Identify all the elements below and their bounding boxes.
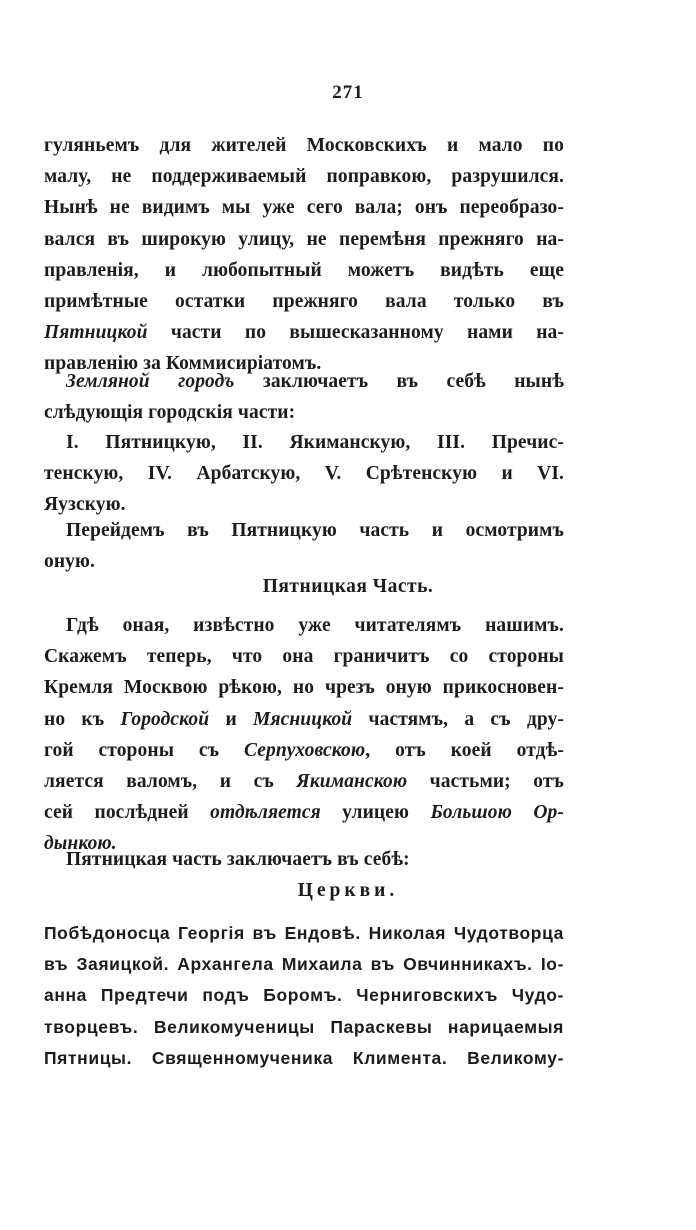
text-run: и [209, 708, 254, 730]
text-line: творцевъ. Великомученицы Параскевы нарицаемыя [44, 1016, 564, 1037]
text-run: части по вышесказанному нами на- [147, 322, 564, 344]
text-line: Яузскую. [44, 494, 126, 516]
italic-text: отдѣляется [210, 802, 321, 824]
paragraph-zemlyanoy-gorod [44, 366, 564, 428]
text-line: I. Пятницкую, II. Якиманскую, III. Пречис- [66, 432, 564, 453]
text-line [44, 797, 564, 828]
text-run: но къ [44, 708, 121, 730]
paragraph-boundaries [44, 610, 564, 860]
text-run: сей послѣдней [44, 802, 211, 824]
text-run: заключаетъ въ себѣ нынѣ [234, 371, 564, 392]
italic-text: дынкою. [44, 833, 117, 855]
paragraph-earthen-rampart [44, 130, 564, 380]
italic-text: Серпуховскою [244, 739, 366, 761]
text-line: гуляньемъ для жителей Московскихъ и мало по [44, 135, 564, 156]
italic-text: Мясницкой [253, 708, 353, 730]
page-number: 271 [332, 82, 364, 103]
section-heading-churches: Церкви. [297, 880, 399, 901]
text-line: Нынѣ не видимъ мы уже сего вала; онъ переобразо- [44, 197, 564, 219]
paragraph-contains [44, 844, 564, 875]
italic-text: Большою Ор- [430, 802, 564, 824]
italic-text: Городской [120, 708, 210, 730]
text-line [44, 317, 564, 348]
text-line [44, 704, 564, 735]
text-line: Побѣдоносца Георгія въ Ендовѣ. Николая Чудотворца [44, 923, 564, 943]
text-line: малу, не поддерживаемый поправкою, разрушился. [44, 166, 564, 188]
text-run: ляется валомъ, и съ [44, 770, 297, 792]
text-line: правленія, и любопытный можетъ видѣть еще [44, 259, 564, 281]
text-line: вался въ широкую улицу, не перемѣня прежняго на- [44, 228, 564, 250]
text-line: Гдѣ оная, извѣстно уже читателямъ нашимъ. [66, 615, 564, 636]
text-line: слѣдующія городскія части: [44, 402, 296, 424]
text-line: Пятницкая часть заключаетъ въ себѣ: [66, 849, 410, 870]
text-line [44, 766, 564, 797]
italic-text: Якиманскою [296, 770, 408, 792]
text-run: , отъ коей отдѣ- [365, 739, 564, 761]
text-run: частьми; отъ [407, 770, 564, 792]
text-line: примѣтные остатки прежняго вала только въ [44, 290, 564, 312]
text-line: Скажемъ теперь, что она граничитъ со стороны [44, 646, 564, 668]
paragraph-transition [44, 515, 564, 577]
section-heading-pyatnitskaya: Пятницкая Часть. [262, 576, 434, 597]
italic-text: Земляной городъ [66, 371, 235, 392]
text-line [44, 735, 564, 766]
text-line: правленію за Коммисиріатомъ. [44, 353, 322, 375]
italic-text: Пятницкой [44, 322, 148, 344]
text-run: гой стороны съ [44, 739, 244, 761]
paragraph-city-parts-list [44, 427, 564, 521]
paragraph-church-list [44, 918, 564, 1074]
text-run: улицею [320, 802, 431, 824]
text-run: частямъ, а съ дру- [352, 708, 564, 730]
text-line: анна Предтечи подъ Боромъ. Черниговскихъ Чудо- [44, 985, 564, 1006]
text-line: Перейдемъ въ Пятницкую часть и осмотримъ [66, 520, 564, 541]
text-line: оную. [44, 551, 96, 573]
text-line: тенскую, IV. Арбатскую, V. Срѣтенскую и VI. [44, 463, 564, 485]
text-line: Пятницы. Священномученика Климента. Великому- [44, 1047, 564, 1068]
text-line [44, 366, 564, 397]
text-line: въ Заяицкой. Архангела Михаила въ Овчинникахъ. Іо- [44, 954, 564, 975]
text-line: Кремля Москвою рѣкою, но чрезъ оную прикосновен- [44, 677, 564, 699]
